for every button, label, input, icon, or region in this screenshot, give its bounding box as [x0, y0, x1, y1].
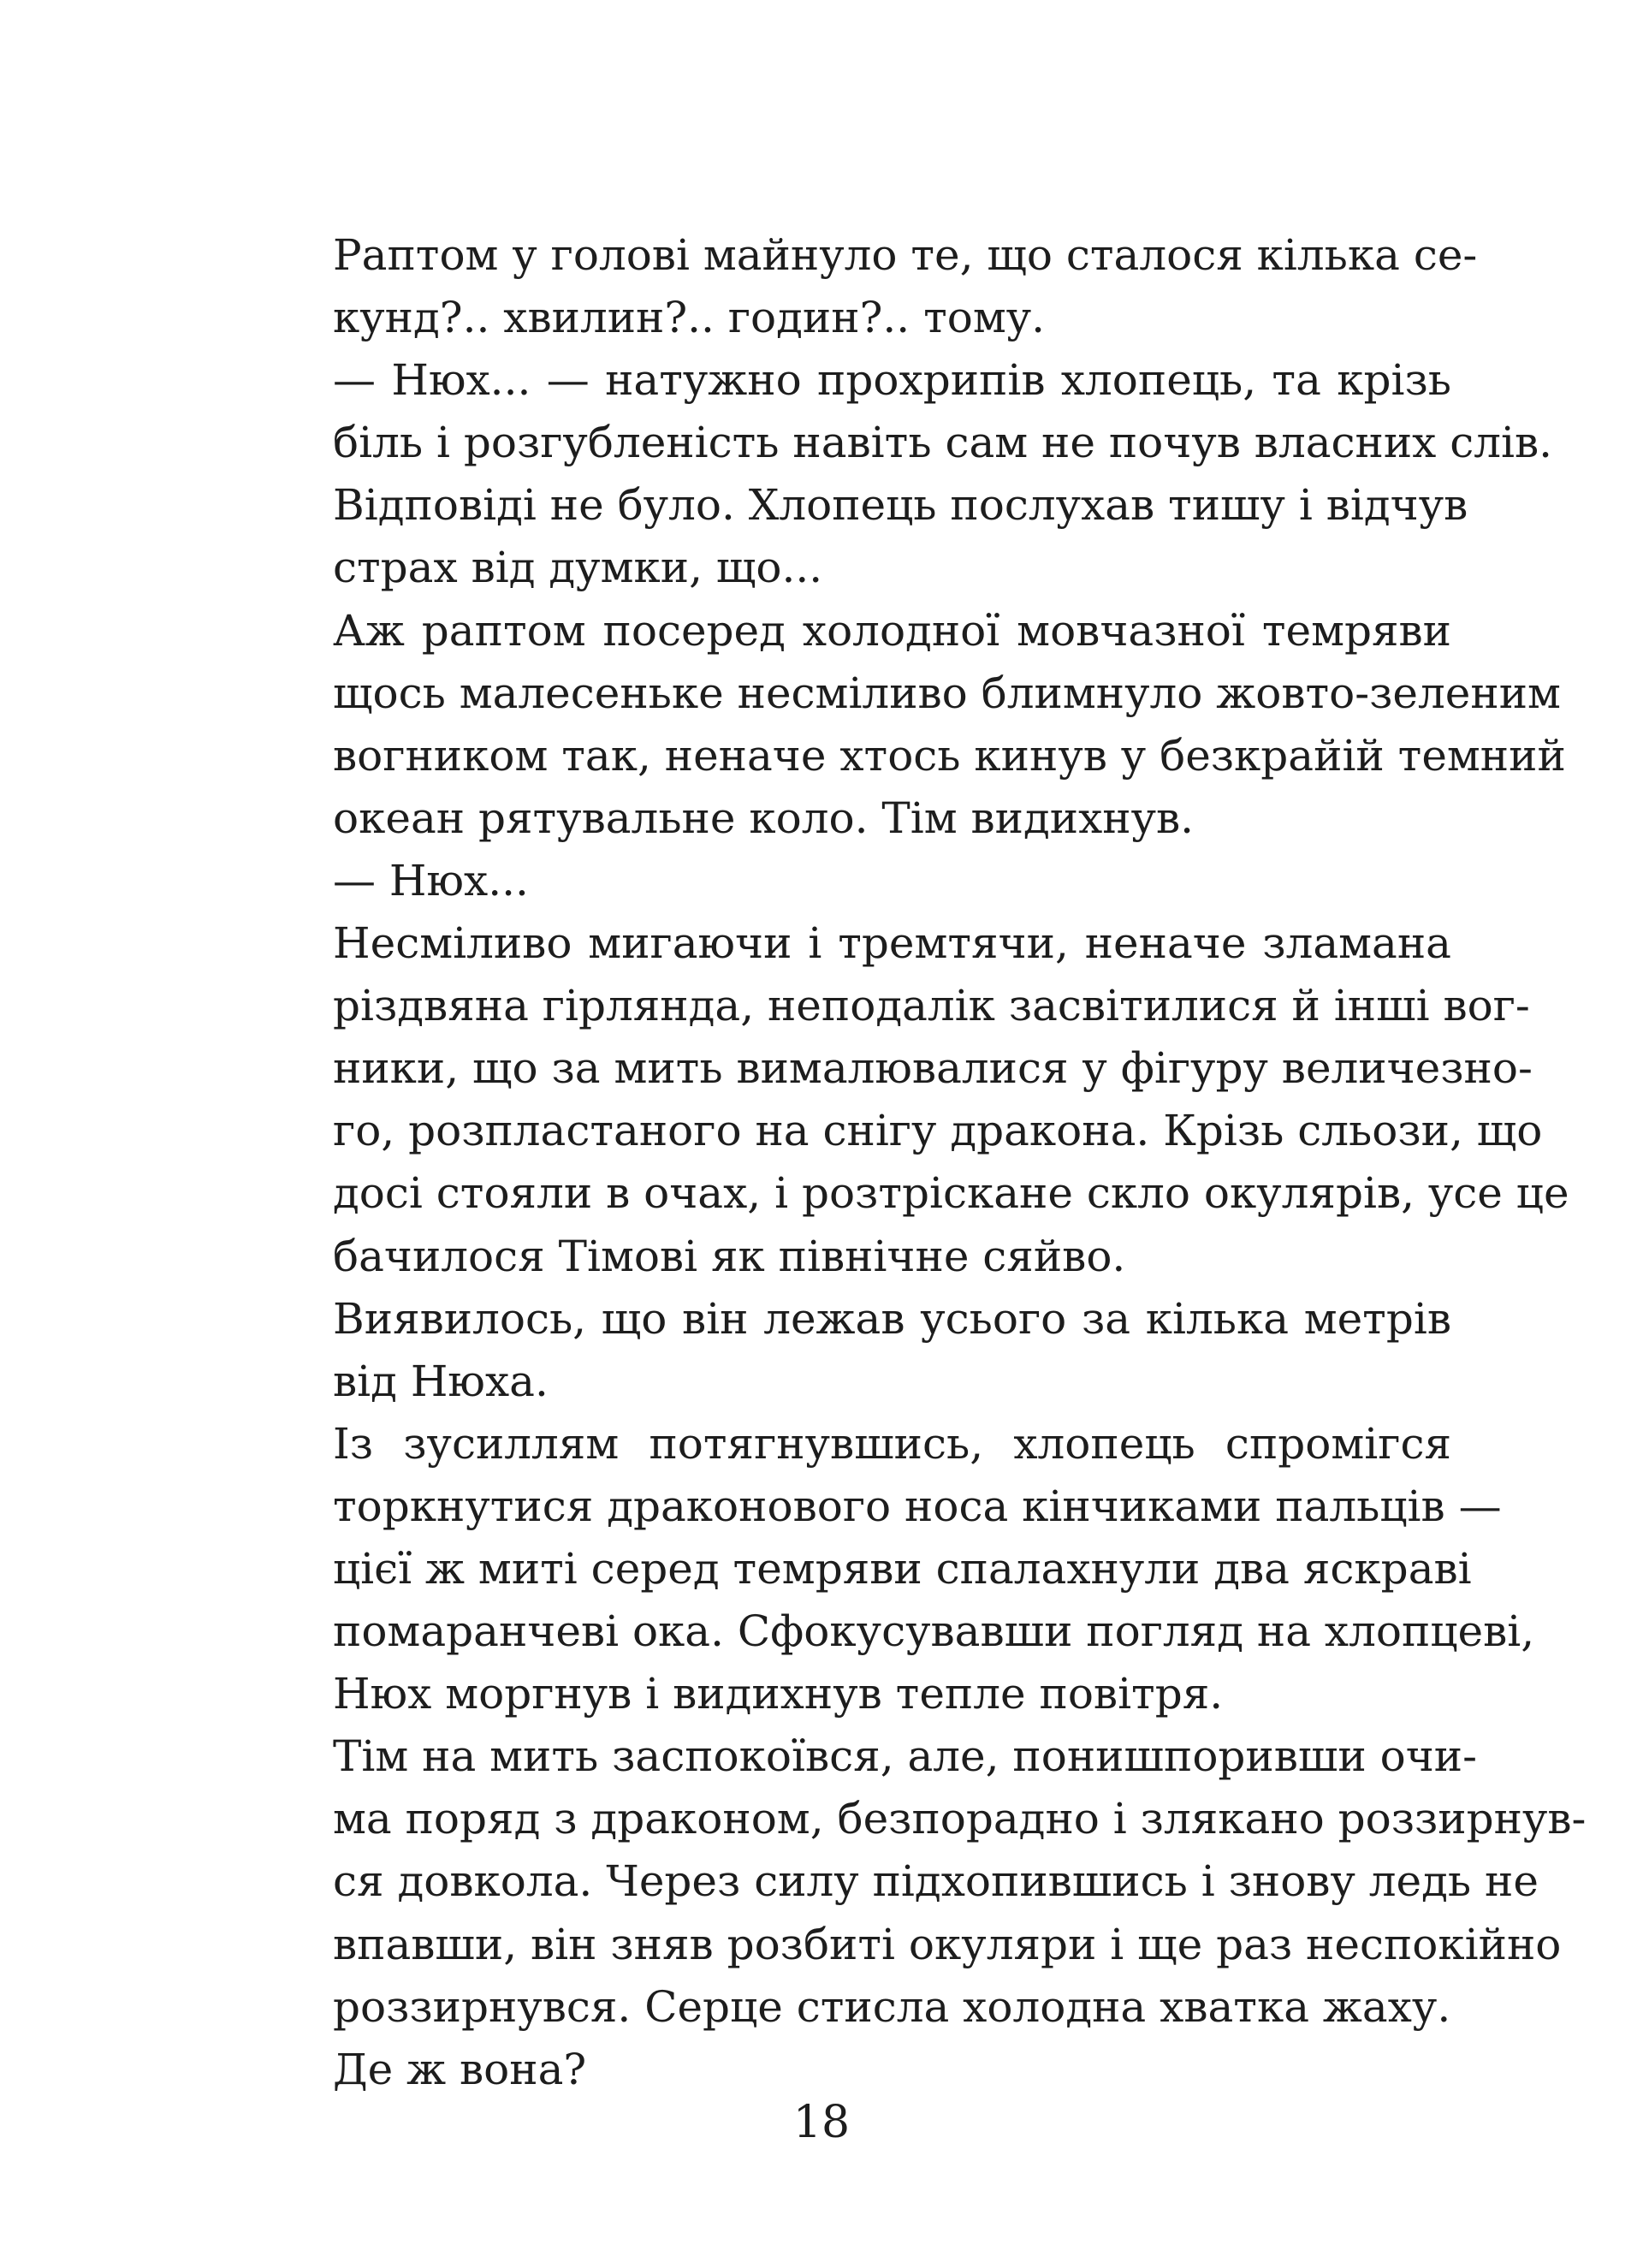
text-line: впавши, він зняв розбиті окуляри і ще раз неспокійно [333, 1919, 1562, 1969]
text-line: ма поряд з драконом, безпорадно і злякано роззирнув- [333, 1794, 1587, 1844]
paragraph [250, 912, 1569, 1288]
text-line: го, розпластаного на снігу дракона. Крізь сльози, що [333, 1106, 1543, 1156]
text-line: ники, що за мить вималювалися у фігуру величезно- [333, 1043, 1533, 1094]
paragraph [250, 2039, 1451, 2101]
text-line: цієї ж миті серед темряви спалахнули два яскраві [333, 1543, 1472, 1594]
paragraph [250, 600, 1566, 850]
paragraph [250, 474, 1468, 599]
text-line: Де ж вона? [333, 2044, 587, 2094]
text-line: Раптом у голові майнуло те, що сталося кілька се- [333, 230, 1478, 280]
paragraph [250, 1413, 1535, 1725]
text-line: Тім на мить заспокоївся, але, понишпоривши очи- [333, 1731, 1477, 1782]
text-line: помаранчеві ока. Сфокусувавши погляд на хлопцеві, [333, 1606, 1535, 1657]
paragraph [250, 1288, 1451, 1413]
text-line: від Нюха. [333, 1356, 549, 1406]
paragraph [250, 850, 1451, 912]
text-line: — Нюх... [333, 855, 529, 905]
text-line: біль і розгубленість навіть сам не почув власних слів. [333, 418, 1553, 468]
text-line: Аж раптом посеред холодної мовчазної темряви [333, 605, 1451, 656]
paragraph [250, 1725, 1587, 2038]
text-line: Нюх моргнув і видихнув тепле повітря. [333, 1669, 1224, 1719]
text-line: щось малесеньке несміливо блимнуло жовто-зеленим [333, 668, 1561, 718]
text-line: кунд?.. хвилин?.. годин?.. тому. [333, 293, 1046, 343]
text-line: Несміливо мигаючи і тремтячи, неначе зламана [333, 918, 1451, 969]
text-line: океан рятувальне коло. Тім видихнув. [333, 793, 1195, 843]
page-number: 18 [792, 2097, 851, 2148]
text-line: торкнутися драконового носа кінчиками пальців — [333, 1481, 1502, 1531]
text-line: бачилося Тімові як північне сяйво. [333, 1231, 1126, 1281]
text-line: Виявилось, що він лежав усього за кілька метрів [333, 1293, 1451, 1344]
text-line: вогником так, неначе хтось кинув у безкрайій темний [333, 730, 1566, 781]
text-line: роззирнувся. Серце стисла холодна хватка жаху. [333, 1981, 1451, 2032]
text-line: — Нюх... — натужно прохрипів хлопець, та крізь [333, 355, 1451, 406]
text-line: досі стояли в очах, і розтріскане скло окулярів, усе це [333, 1168, 1569, 1219]
text-line: ся довкола. Через силу підхопившись і знову ледь не [333, 1856, 1539, 1907]
text-line: Відповіді не було. Хлопець послухав тишу і відчув [333, 480, 1468, 531]
paragraph [250, 349, 1553, 474]
paragraph [250, 224, 1478, 349]
body-text [250, 224, 1587, 2101]
text-line: страх від думки, що... [333, 543, 823, 593]
text-line: різдвяна гірлянда, неподалік засвітилися й інші вог- [333, 981, 1530, 1031]
text-line: Із зусиллям потягнувшись, хлопець спромігся [333, 1418, 1451, 1469]
